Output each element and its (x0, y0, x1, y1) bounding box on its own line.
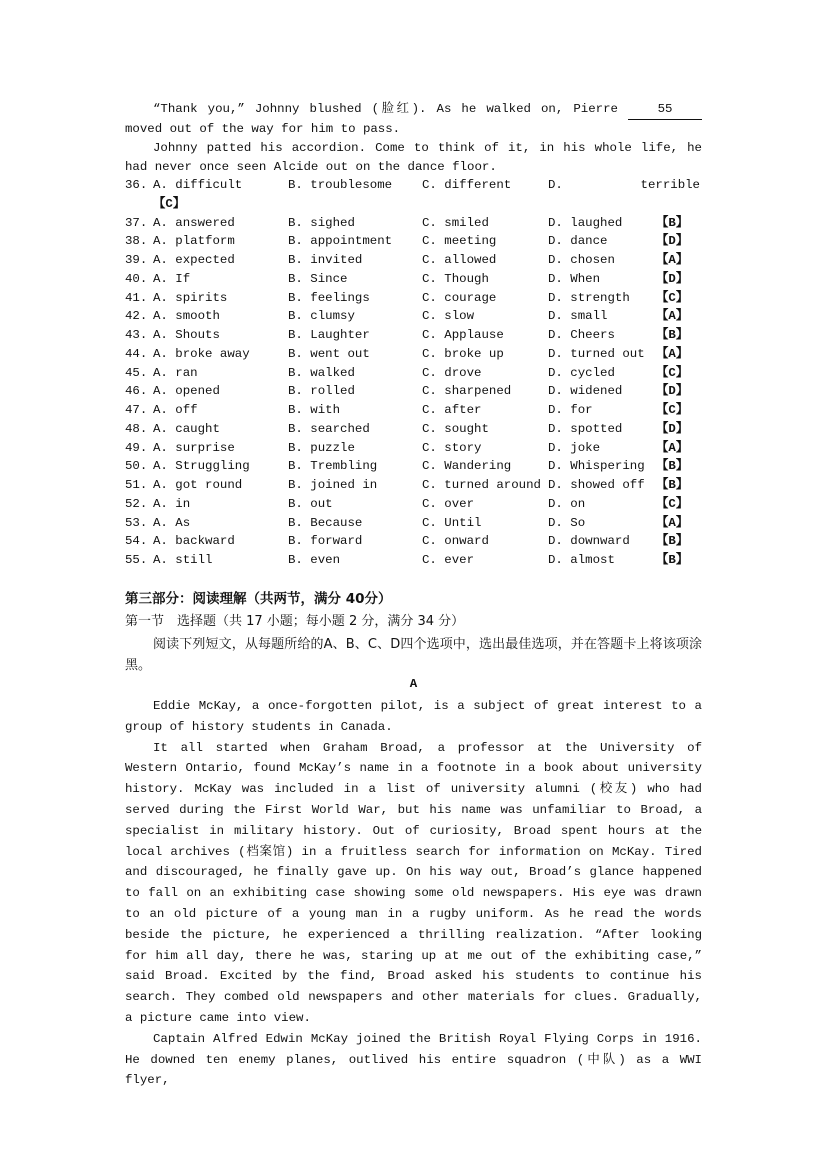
option-c: C. drove (422, 365, 482, 380)
option-d: D. for (548, 403, 593, 417)
option-c: C. Until (422, 515, 482, 530)
intro-text-cont: moved out of the way for him to pass. (125, 122, 401, 136)
option-b: B. Because (288, 515, 363, 530)
option-a: A. still (153, 553, 213, 567)
option-row (125, 382, 725, 401)
option-b: B. puzzle (288, 440, 355, 455)
option-a: A. broke away (153, 346, 250, 361)
option-d: D. chosen (548, 253, 615, 267)
option-row (125, 551, 725, 570)
answer-key: 【C】 (656, 290, 689, 305)
option-c: C. Though (422, 271, 489, 286)
option-n: 55. (125, 553, 148, 567)
option-b: B. out (288, 496, 333, 511)
option-c: C. smiled (422, 215, 489, 230)
option-n: 49. (125, 440, 148, 455)
option-n: 52. (125, 496, 148, 511)
option-c: C. meeting (422, 234, 497, 249)
option-d: D. Cheers (548, 328, 615, 342)
option-n: 51. (125, 478, 148, 492)
option-n: 36. (125, 178, 148, 192)
option-c: C. Applause (422, 328, 504, 342)
option-c: C. turned around (422, 478, 541, 492)
option-n: 37. (125, 215, 148, 230)
option-a: A. Shouts (153, 328, 220, 342)
option-b: B. even (288, 553, 341, 567)
option-d: D. widened (548, 384, 623, 399)
option-n: 54. (125, 534, 148, 549)
option-d: D. laughed (548, 215, 623, 230)
option-a: A. difficult (153, 178, 243, 192)
option-c: C. story (422, 440, 482, 455)
answer-key: 【C】 (656, 496, 689, 511)
option-b: B. sighed (288, 215, 355, 230)
option-b: B. went out (288, 346, 370, 361)
option-row (125, 270, 725, 289)
passage (125, 696, 702, 1091)
option-a: A. got round (153, 478, 243, 492)
passage-label: A (409, 677, 418, 691)
option-row (125, 532, 725, 551)
options-list (125, 176, 725, 570)
section-title: 第三部分：阅读理解（共两节，满分 40分） (125, 591, 392, 607)
option-a: A. ran (153, 365, 198, 380)
option-a: A. Struggling (153, 459, 250, 474)
option-a: A. off (153, 403, 198, 417)
option-n: 53. (125, 515, 148, 530)
option-d: D. small (548, 309, 608, 324)
option-c: C. ever (422, 553, 475, 567)
option-d: D. on (548, 496, 586, 511)
option-c: C. allowed (422, 253, 497, 267)
option-n: 47. (125, 403, 148, 417)
option-n: 41. (125, 290, 148, 305)
option-d: D. spotted (548, 421, 623, 436)
answer-key: 【B】 (656, 215, 689, 230)
option-a: A. surprise (153, 440, 235, 455)
option-c: C. broke up (422, 346, 504, 361)
option-b: B. searched (288, 421, 370, 436)
option-n: 50. (125, 459, 148, 474)
answer-key: 【A】 (656, 309, 689, 324)
option-row (125, 251, 725, 270)
option-a: A. expected (153, 253, 235, 267)
option-b: B. Laughter (288, 328, 370, 342)
option-row (125, 326, 725, 345)
option-b: B. with (288, 403, 341, 417)
answer-key: 【B】 (656, 328, 689, 342)
option-b: B. invited (288, 253, 363, 267)
option-n: 39. (125, 253, 148, 267)
option-b: B. appointment (288, 234, 393, 249)
option-a: A. smooth (153, 309, 220, 324)
answer-key: 【C】 (656, 365, 689, 380)
option-a: A. platform (153, 234, 235, 249)
option-row (125, 401, 725, 420)
answer-key: 【B】 (656, 459, 689, 474)
instruction: 阅读下列短文，从每题所给的A、B、C、D四个选项中，选出最佳选项，并在答题卡上将该项涂黑。 (125, 637, 702, 673)
option-c: C. courage (422, 290, 497, 305)
option-row (125, 214, 725, 233)
option-d: D. When (548, 271, 601, 286)
answer-key: 【A】 (656, 440, 689, 455)
passage-paragraph: Eddie McKay, a once-forgotten pilot, is a subject of great interest to a group of history students in Canada. (125, 699, 702, 734)
option-b: B. walked (288, 365, 355, 380)
option-d: D. terrible (548, 178, 700, 192)
option-row (125, 232, 725, 251)
option-b: B. Trembling (288, 459, 378, 474)
option-c: C. Wandering (422, 459, 512, 474)
option-row (125, 345, 725, 364)
option-a: A. caught (153, 421, 220, 436)
passage-paragraph: It all started when Graham Broad, a professor at the University of Western Ontario, found McKay’s name in a footnote in a book about university history. McKay was included in a list of university alumni (校友) who had served during the First World War, but his name was unfamiliar to Broad, a specialist in military history. Out of curiosity, Broad spent hours at the local archives (档案馆) in a fruitless search for information on McKay. Tired and discouraged, he finally gave up. On his way out, Broad’s glance happened to fall on an exhibiting case showing some old newspapers. His eye was drawn to an old picture of a young man in a rugby uniform. As he read the words beside the picture, he experienced a thrilling realization. “After looking for him all day, there he was, staring up at me out of the exhibiting case,” said Broad. Excited by the find, Broad asked his students to continue his search. They combed old newspapers and other materials for clues. Gradually, a picture came into view. (125, 740, 702, 1025)
option-d: D. joke (548, 440, 601, 455)
intro-text: “Thank you,” Johnny blushed (脸红). As he walked on, Pierre (153, 102, 618, 116)
option-n: 42. (125, 309, 148, 324)
option-c: C. sharpened (422, 384, 512, 399)
option-row (125, 289, 725, 308)
answer-key: 【D】 (656, 421, 689, 436)
passage-paragraph: Captain Alfred Edwin McKay joined the British Royal Flying Corps in 1916. He downed ten enemy planes, outlived his entire squadron (中队) as a WWI flyer, (125, 1031, 702, 1088)
option-row (125, 420, 725, 439)
blank-55: 55 (628, 100, 702, 120)
answer-key: 【A】 (656, 346, 689, 361)
option-a: A. spirits (153, 290, 228, 305)
option-n: 46. (125, 384, 148, 399)
option-d: D. So (548, 515, 586, 530)
option-row (125, 476, 725, 495)
option-c: C. slow (422, 309, 475, 324)
option-a: A. As (153, 515, 191, 530)
option-a: A. opened (153, 384, 220, 399)
intro-paragraph-1 (125, 100, 702, 139)
answer-key: 【D】 (656, 271, 689, 286)
option-c: C. different (422, 178, 512, 192)
option-b: B. feelings (288, 290, 370, 305)
option-n: 38. (125, 234, 148, 249)
option-row (125, 495, 725, 514)
option-d: D. dance (548, 234, 608, 249)
section-subtitle: 第一节 选择题（共 17 小题；每小题 2 分，满分 34 分） (125, 614, 465, 629)
option-b: B. forward (288, 534, 363, 549)
option-n: 48. (125, 421, 148, 436)
option-a: A. answered (153, 215, 235, 230)
answer-key: 【A】 (656, 515, 689, 530)
option-b: B. clumsy (288, 309, 355, 324)
option-row (125, 364, 725, 383)
option-row (125, 514, 725, 533)
option-row (125, 307, 725, 326)
option-b: B. rolled (288, 384, 355, 399)
answer-key: 【B】 (656, 478, 689, 492)
option-d: D. Whispering (548, 459, 645, 474)
option-d: D. downward (548, 534, 630, 549)
option-n: 45. (125, 365, 148, 380)
intro-paragraph-2: Johnny patted his accordion. Come to think of it, in his whole life, he had never once seen Alcide out on the dance floor. (125, 141, 702, 174)
option-row (125, 176, 725, 214)
option-d: D. almost (548, 553, 615, 567)
answer-key: 【C】 (656, 403, 689, 417)
answer-key: 【D】 (656, 234, 689, 249)
answer-key: 【C】 (153, 196, 186, 211)
option-row (125, 439, 725, 458)
answer-key: 【B】 (656, 553, 689, 567)
option-n: 40. (125, 271, 148, 286)
option-c: C. sought (422, 421, 489, 436)
option-d: D. showed off (548, 478, 645, 492)
answer-key: 【D】 (656, 384, 689, 399)
option-a: A. backward (153, 534, 235, 549)
option-c: C. over (422, 496, 475, 511)
answer-key: 【A】 (656, 253, 689, 267)
option-n: 43. (125, 328, 148, 342)
option-a: A. If (153, 271, 191, 286)
option-b: B. Since (288, 271, 348, 286)
option-row (125, 457, 725, 476)
option-d: D. cycled (548, 365, 615, 380)
option-c: C. after (422, 403, 482, 417)
option-b: B. joined in (288, 478, 378, 492)
option-b: B. troublesome (288, 178, 393, 192)
answer-key: 【B】 (656, 534, 689, 549)
option-d: D. turned out (548, 346, 645, 361)
option-c: C. onward (422, 534, 489, 549)
option-a: A. in (153, 496, 191, 511)
option-n: 44. (125, 346, 148, 361)
option-d: D. strength (548, 290, 630, 305)
